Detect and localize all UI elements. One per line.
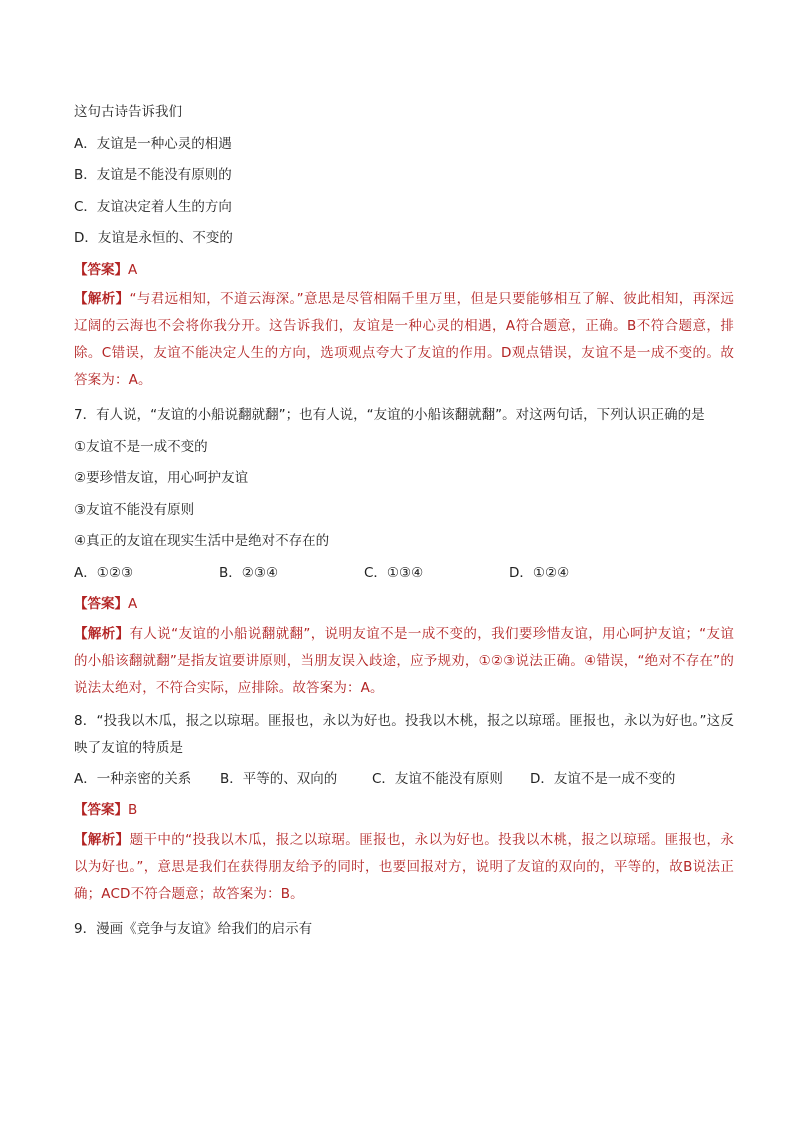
q7-option-b: B．②③④ — [219, 564, 279, 581]
q6-option-b: B．友谊是不能没有原则的 — [74, 167, 232, 183]
q7-answer — [74, 589, 734, 621]
q7-option-a: A．①②③ — [74, 564, 134, 581]
q6-option-c: C．友谊决定着人生的方向 — [74, 198, 232, 215]
q8-options — [74, 764, 734, 796]
q9-stem: 9．漫画《竞争与友谊》给我们的启示有 — [74, 920, 313, 937]
q7-answer-value: A — [128, 596, 138, 612]
q7-statement-2: ②要珍惜友谊，用心呵护友谊 — [74, 470, 249, 486]
q7-statement-3: ③友谊不能没有原则 — [74, 501, 195, 518]
q8-option-d: D．友谊不是一成不变的 — [530, 770, 676, 787]
answer-label: 【答案】 — [74, 261, 128, 278]
q7-stem: 7．有人说，“友谊的小船说翻就翻”；也有人说，“友谊的小船该翻就翻”。对这两句话，下列认识正确的是 — [74, 407, 705, 423]
analysis-label: 【解析】 — [74, 291, 130, 307]
q7-statement-4: ④真正的友谊在现实生活中是绝对不存在的 — [74, 533, 330, 549]
q6-stem-tail: 这句古诗告诉我们 — [74, 104, 182, 120]
document-page — [74, 97, 734, 945]
answer-label: 【答案】 — [74, 802, 128, 818]
q8-analysis-text: 题干中的“投我以木瓜，报之以琼琚。匪报也，永以为好也。投我以木桃，报之以琼瑶。匪报也，永以为好也。”，意思是我们在获得朋友给予的同时，也要回报对方，说明了友谊的双向的，平等的，故B说法正确；ACD不符合题意；故答案为：B。 — [74, 831, 734, 902]
q6-option-d: D．友谊是永恒的、不变的 — [74, 230, 233, 246]
q6-analysis — [74, 286, 734, 394]
answer-label: 【答案】 — [74, 596, 128, 612]
q7-statement-1: ①友谊不是一成不变的 — [74, 438, 208, 455]
q7-options — [74, 558, 734, 590]
q8-answer — [74, 795, 734, 827]
q6-option-a: A．友谊是一种心灵的相遇 — [74, 135, 232, 152]
q7-analysis — [74, 621, 734, 702]
analysis-label: 【解析】 — [74, 625, 130, 642]
q8-option-c: C．友谊不能没有原则 — [372, 770, 503, 787]
q8-answer-value: B — [128, 802, 138, 818]
analysis-label: 【解析】 — [74, 831, 130, 848]
q6-analysis-text: “与君远相知，不道云海深。”意思是尽管相隔千里万里，但是只要能够相互了解、彼此相知，再深远辽阔的云海也不会将你我分开。这告诉我们，友谊是一种心灵的相遇，A符合题意，正确。B不符合题意，排除。C错误，友谊不能决定人生的方向，选项观点夸大了友谊的作用。D观点错误，友谊不是一成不变的。故答案为：A。 — [74, 291, 734, 388]
q6-answer-value: A — [128, 261, 138, 278]
q8-stem: 8．“投我以木瓜，报之以琼琚。匪报也，永以为好也。投我以木桃，报之以琼瑶。匪报也，永以为好也。”这反映了友谊的特质是 — [74, 712, 734, 756]
q8-analysis — [74, 827, 734, 908]
q7-option-c: C．①③④ — [364, 564, 424, 581]
q7-option-d: D．①②④ — [509, 564, 570, 581]
q7-analysis-text: 有人说“友谊的小船说翻就翻”，说明友谊不是一成不变的，我们要珍惜友谊，用心呵护友谊；“友谊的小船该翻就翻”是指友谊要讲原则，当朋友误入歧途，应予规劝，①②③说法正确。④错误，“绝对不存在”的说法太绝对，不符合实际，应排除。故答案为：A。 — [74, 625, 734, 696]
q6-answer — [74, 255, 734, 287]
q8-option-a: A．一种亲密的关系 — [74, 770, 192, 787]
q8-option-b: B．平等的、双向的 — [220, 770, 338, 787]
